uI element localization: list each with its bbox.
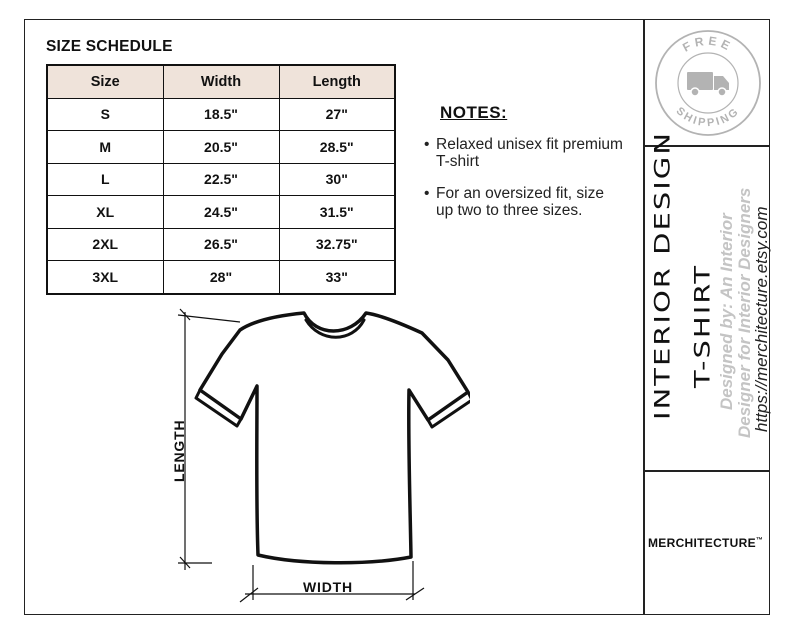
brand-name xyxy=(648,536,763,550)
table-row xyxy=(47,163,395,196)
cell-width: 22.5" xyxy=(163,163,279,196)
cell-width: 20.5" xyxy=(163,131,279,164)
width-label: WIDTH xyxy=(303,579,353,595)
designer-credit-line2: Designer for Interior Designers xyxy=(735,187,754,438)
product-title-line2: T-SHIRT xyxy=(690,263,715,388)
size-table xyxy=(46,64,396,295)
cell-length: 33" xyxy=(279,261,395,294)
svg-text:SHIPPING xyxy=(674,105,743,129)
cell-size: M xyxy=(47,131,163,164)
designer-credit-line1: Designed by: An Interior xyxy=(717,213,736,410)
cell-size: XL xyxy=(47,196,163,229)
table-row xyxy=(47,98,395,131)
cell-size: L xyxy=(47,163,163,196)
header-length: Length xyxy=(279,65,395,98)
cell-width: 26.5" xyxy=(163,228,279,261)
svg-text:FREE xyxy=(680,34,735,55)
cell-length: 30" xyxy=(279,163,395,196)
sidebar-divider xyxy=(643,19,645,615)
table-header-row xyxy=(47,65,395,98)
header-size: Size xyxy=(47,65,163,98)
cell-width: 28" xyxy=(163,261,279,294)
sidebar-divider-bottom xyxy=(643,470,770,472)
tshirt-diagram xyxy=(170,300,470,610)
free-shipping-badge xyxy=(653,28,763,138)
brand-text: MERCHITECTURE xyxy=(648,536,756,550)
badge-bottom-text: SHIPPING xyxy=(673,104,743,130)
note-item: • Relaxed unisex fit premium T-shirt xyxy=(424,136,624,170)
note-item: • For an oversized fit, size up two to three sizes. xyxy=(424,185,624,219)
cell-length: 31.5" xyxy=(279,196,395,229)
dimension-lines xyxy=(178,309,424,602)
cell-size: 3XL xyxy=(47,261,163,294)
table-row xyxy=(47,131,395,164)
trademark-mark: ™ xyxy=(755,537,764,544)
cell-size: S xyxy=(47,98,163,131)
notes-list xyxy=(424,136,624,234)
table-row xyxy=(47,196,395,229)
cell-length: 27" xyxy=(279,98,395,131)
product-title-line1: INTERIOR DESIGN xyxy=(650,131,675,420)
badge-top-text: FREE xyxy=(680,33,736,55)
cell-width: 24.5" xyxy=(163,196,279,229)
header-width: Width xyxy=(163,65,279,98)
cell-width: 18.5" xyxy=(163,98,279,131)
table-row xyxy=(47,228,395,261)
cell-size: 2XL xyxy=(47,228,163,261)
cell-length: 32.75" xyxy=(279,228,395,261)
truck-icon xyxy=(687,72,729,96)
tshirt-outline xyxy=(196,313,470,563)
table-row xyxy=(47,261,395,294)
notes-title: NOTES: xyxy=(440,103,508,122)
cell-length: 28.5" xyxy=(279,131,395,164)
size-schedule-title: SIZE SCHEDULE xyxy=(46,38,173,55)
shop-url: https://merchitecture.etsy.com xyxy=(752,206,771,432)
length-label: LENGTH xyxy=(171,419,187,482)
